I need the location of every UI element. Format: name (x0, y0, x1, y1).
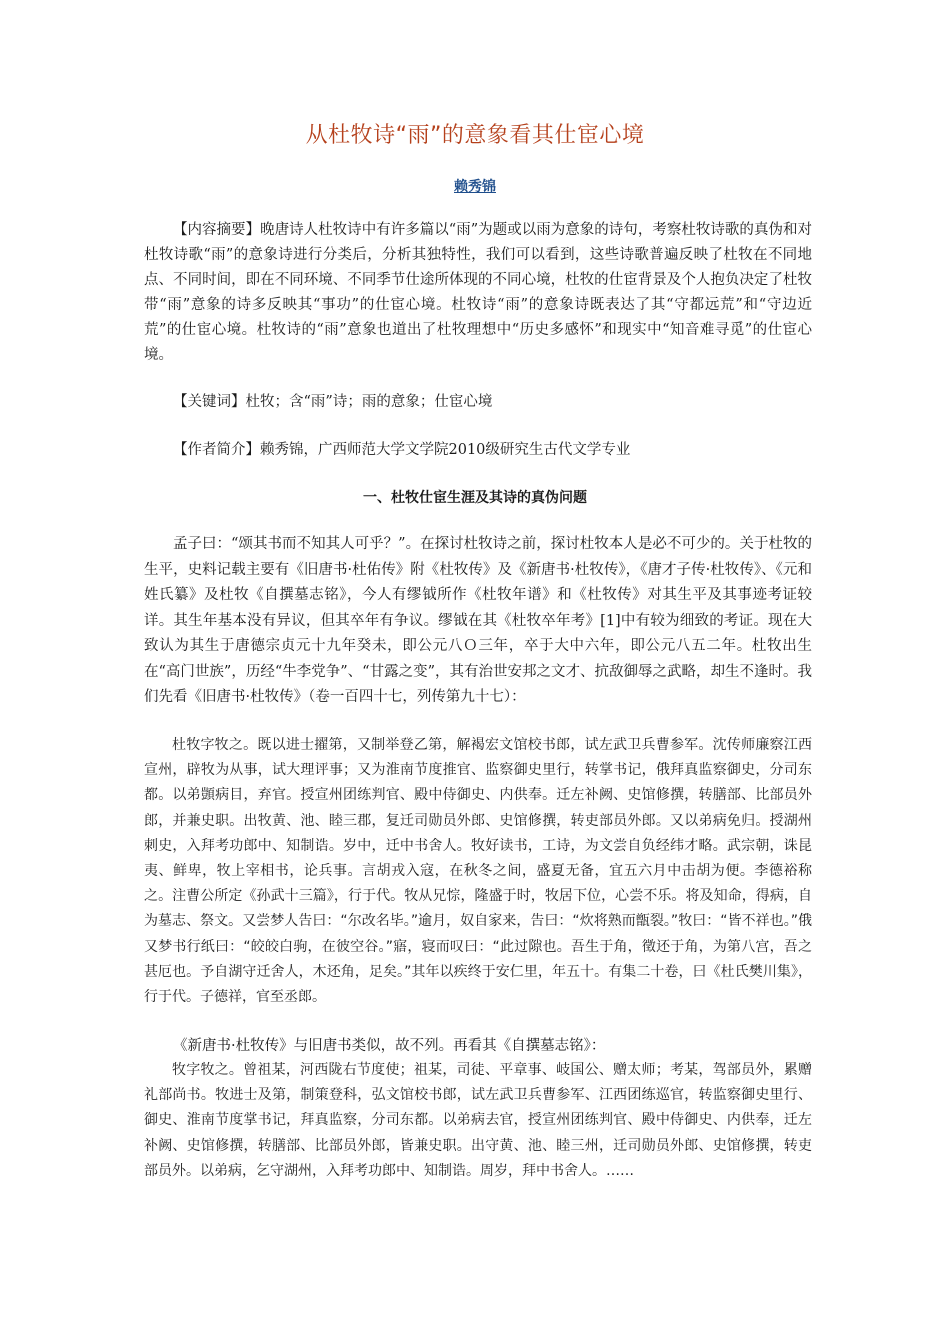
paper-title: 从杜牧诗“雨”的意象看其仕宦心境 (305, 123, 645, 148)
block-quote-1: 杜牧字牧之。既以进士擢第，又制举登乙第，解褐宏文馆校书郎，试左武卫兵曹参军。沈传师廉察江西宣州，辟牧为从事，试大理评事；又为淮南节度推官、监察御史里行，转掌书记，俄拜真监察御史，分司东都。以弟顗病目，弃官。授宣州团练判官、殿中侍御史、内供奉。迁左补阙、史馆修撰，转膳部、比部员外郎，并兼史职。出牧黄、池、睦三郡，复迁司勋员外郎、史馆修撰，转吏部员外郎。又以弟病免归。授湖州刺史，入拜考功郎中、知制诰。岁中，迁中书舍人。牧好读书，工诗，为文尝自负经纬才略。武宗朝，诛昆夷、鲜卑，牧上宰相书，论兵事。言胡戎入寇，在秋冬之间，盛夏无备，宜五六月中击胡为便。李德裕称之。注曹公所定《孙武十三篇》，行于代。牧从兄悰，隆盛于时，牧居下位，心尝不乐。将及知命，得病，自为墓志、祭文。又尝梦人告曰：“尔改名毕。”逾月，奴自家来，告曰：“炊将熟而甑裂。”牧曰：“皆不祥也。”俄又梦书行纸曰：“皎皎白驹，在彼空谷。”寤，寝而叹曰：“此过隙也。吾生于角，徵还于角，为第八宫，吾之甚厄也。予自湖守迁舍人，木还角，足矣。”其年以疾终于安仁里，年五十。有集二十卷，曰《杜氏樊川集》，行于代。子德祥，官至丞郎。 (144, 737, 812, 1006)
keywords: 【关键词】杜牧；含“雨”诗；雨的意象；仕宦心境 (173, 394, 493, 410)
author-name[interactable]: 赖秀锦 (454, 179, 496, 195)
section-heading: 一、杜牧仕宦生涯及其诗的真伪问题 (363, 490, 587, 506)
abstract: 【内容摘要】晚唐诗人杜牧诗中有许多篇以“雨”为题或以雨为意象的诗句，考察杜牧诗歌的真伪和对杜牧诗歌“雨”的意象诗进行分类后，分析其独特性，我们可以看到，这些诗歌普遍反映了杜牧在不同地点、不同时间，即在不同环境、不同季节仕途所体现的不同心境，杜牧的仕宦背景及个人抱负决定了杜牧带“雨”意象的诗多反映其“事功”的仕宦心境。杜牧诗“雨”的意象诗既表达了其“守都远荒”和“守边近荒”的仕宦心境。杜牧诗的“雨”意象也道出了杜牧理想中“历史多感怀”和现实中“知音难寻觅”的仕宦心境。 (144, 222, 812, 363)
author-bio: 【作者简介】赖秀锦，广西师范大学文学院2010级研究生古代文学专业 (173, 442, 631, 458)
block-quote-2: 牧字牧之。曾祖某，河西陇右节度使；祖某，司徒、平章事、岐国公、赠太师；考某，驾部员外，累赠礼部尚书。牧进士及第，制策登科，弘文馆校书郎，试左武卫兵曹参军、江西团练巡官，转监察御史里行、御史、淮南节度掌书记，拜真监察，分司东都。以弟病去官，授宣州团练判官、殿中侍御史、内供奉，迁左补阙、史馆修撰，转膳部、比部员外郎，皆兼史职。出守黄、池、睦三州，迁司勋员外郎、史馆修撰，转吏部员外。以弟病，乞守湖州，入拜考功郎中、知制诰。周岁，拜中书舍人。…… (144, 1062, 812, 1179)
body-paragraph-2: 《新唐书·杜牧传》与旧唐书类似，故不列。再看其《自撰墓志铭》： (173, 1038, 606, 1054)
body-paragraph-1: 孟子曰：“颂其书而不知其人可乎？”。在探讨杜牧诗之前，探讨杜牧本人是必不可少的。关于杜牧的生平，史料记载主要有《旧唐书·杜佑传》附《杜牧传》及《新唐书·杜牧传》，《唐才子传·杜牧传》、《元和姓氏纂》及杜牧《自撰墓志铭》，今人有缪钺所作《杜牧年谱》和《杜牧传》对其生平及其事迹考证较详。其生年基本没有异议，但其卒年有争议。缪钺在其《杜牧卒年考》[1]中有较为细致的考证。现在大致认为其生于唐德宗贞元十九年癸未，即公元八Ｏ三年，卒于大中六年，即公元八五二年。杜牧出生在“高门世族”，历经“牛李党争”、“甘露之变”，其有治世安邦之文才、抗敌御辱之武略，却生不逢时。我们先看《旧唐书·杜牧传》（卷一百四十七，列传第九十七）： (144, 536, 812, 705)
